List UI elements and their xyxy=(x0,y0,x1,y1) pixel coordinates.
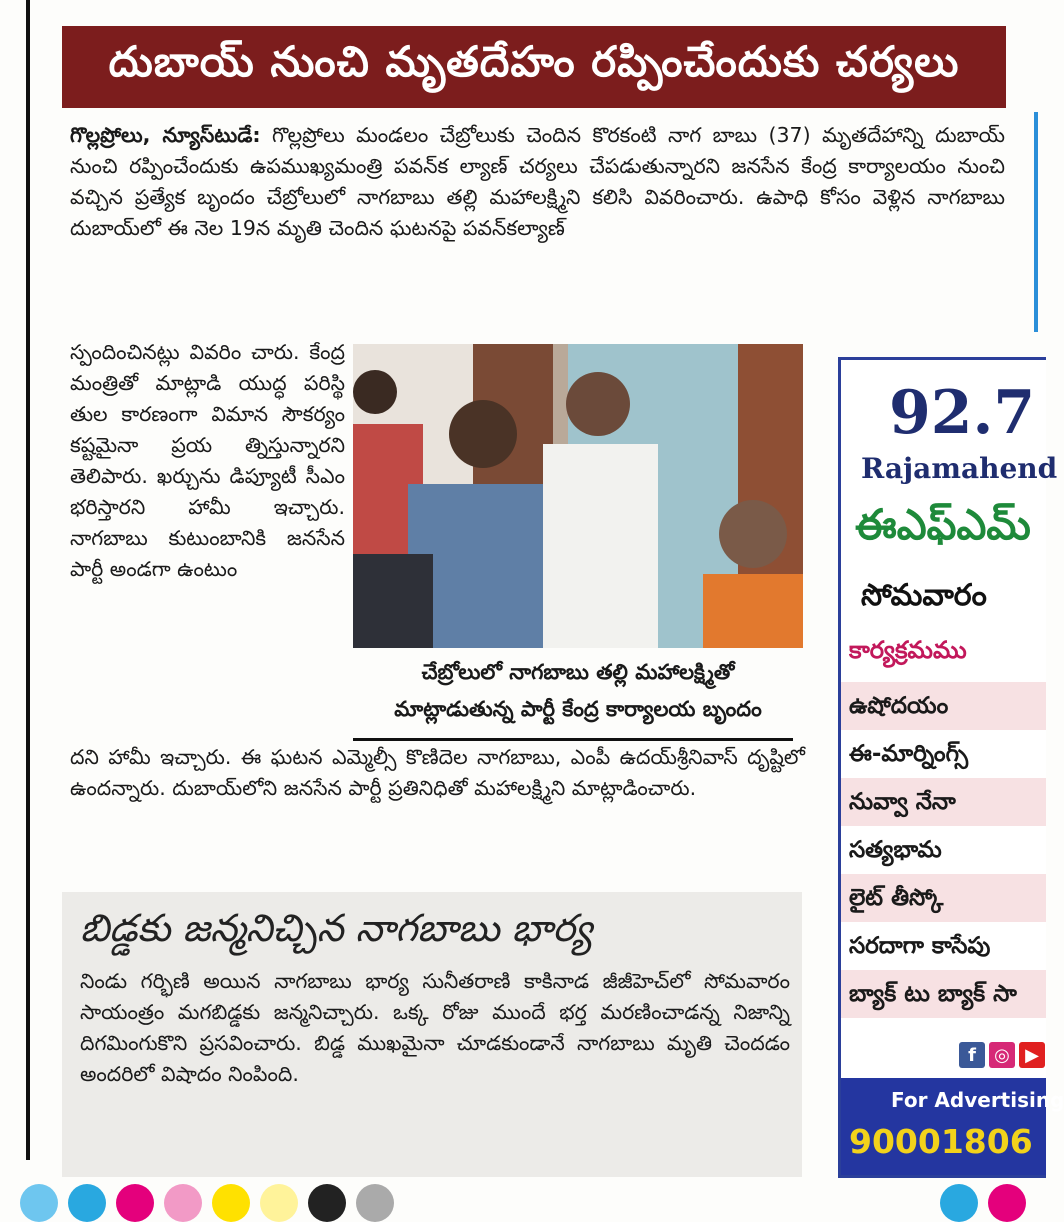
registration-dot xyxy=(20,1184,58,1222)
ad-program-item: సత్యభామ xyxy=(849,837,942,863)
registration-dot xyxy=(164,1184,202,1222)
registration-dot xyxy=(940,1184,978,1222)
article-text-top: గొల్లప్రోలు మండలం చేబ్రోలుకు చెందిన కొరకంటి నాగ బాబు (37) మృతదేహాన్ని దుబాయ్ నుంచి రప్పించేందుకు ఉపముఖ్యమంత్రి పవన్‌క ల్యాణ్ చర్యలు చేపడుతున్నారని జనసేన కేంద్ర కార్యాలయం నుంచి వచ్చిన ప్రత్యేక బృందం చేబ్రోలులో నాగబాబు తల్లి మహాలక్ష్మిని కలిసి వివరించారు. ఉపాధి కోసం వెళ్లిన నాగబాబు దుబాయ్‌లో ఈ నెల 19న మృతి చెందిన ఘటనపై పవన్‌కల్యాణ్ xyxy=(70,123,1005,240)
article-para-left: స్పందించినట్లు వివరిం చారు. కేంద్ర మంత్రితో మాట్లాడి యుద్ధ పరిస్థి తుల కారణంగా విమాన సౌకర్యం కష్టమైనా ప్రయ త్నిస్తున్నారని తెలిపారు. ఖర్చును డిప్యూటీ సీఎం భరిస్తారని హామీ ఇచ్చారు. నాగబాబు కుటుంబానికి జనసేన పార్టీ అండగా ఉంటుం xyxy=(70,340,345,581)
ad-phone: 90001806 xyxy=(849,1122,1033,1161)
registration-dot xyxy=(260,1184,298,1222)
ad-social-icons xyxy=(959,1042,1045,1068)
sidebar-story-body: నిండు గర్భిణి అయిన నాగబాబు భార్య సునీతరాణి కాకినాడ జీజీహెచ్‌లో సోమవారం సాయంత్రం మగబిడ్డకు జన్మనిచ్చారు. ఒక్క రోజు ముందే భర్త మరణించాడన్న నిజాన్ని దిగమింగుకొని ప్రసవించారు. బిడ్డ ముఖమైనా చూడకుండానే నాగబాబు మృతి చెందడం అందరిలో విషాదం నింపింది. xyxy=(80,969,790,1086)
registration-dot xyxy=(356,1184,394,1222)
registration-dot xyxy=(308,1184,346,1222)
photo-caption-line-2: మాట్లాడుతున్న పార్టీ కేంద్ర కార్యాలయ బృందం xyxy=(394,697,762,721)
caption-underline xyxy=(353,738,793,741)
photo-caption-line-1: చేబ్రోలులో నాగబాబు తల్లి మహాలక్ష్మితో xyxy=(421,660,735,684)
registration-dot xyxy=(68,1184,106,1222)
ad-contact-band xyxy=(841,1078,1064,1175)
sidebar-story-box xyxy=(62,892,802,1177)
ad-station: ఈఎఫ్ఎమ్ xyxy=(855,500,1031,549)
page-border xyxy=(8,0,30,1160)
radio-advert xyxy=(838,357,1064,1178)
ad-city: Rajamahend xyxy=(861,452,1058,485)
youtube-icon: ▶ xyxy=(1019,1042,1045,1068)
adjacent-article-edge xyxy=(1034,112,1047,332)
ad-program-item: నువ్వా నేనా xyxy=(841,778,1046,826)
ad-advertising-label: For Advertising xyxy=(891,1088,1064,1112)
ad-program-item: బ్యాక్ టు బ్యాక్ సా xyxy=(841,970,1046,1018)
registration-dot xyxy=(988,1184,1026,1222)
dateline: గొల్లప్రోలు, న్యూస్‌టుడే: xyxy=(70,123,261,147)
news-photo xyxy=(353,344,803,648)
headline-banner xyxy=(62,26,1006,108)
ad-day: సోమవారం xyxy=(861,578,987,613)
article-para-top xyxy=(70,120,1005,244)
ad-program-item: సరదాగా కాసేపు xyxy=(849,933,991,959)
headline: దుబాయ్ నుంచి మృతదేహం రప్పించేందుకు చర్యలు xyxy=(108,37,960,86)
ad-programs-title: కార్యక్రమము xyxy=(849,636,967,664)
sidebar-story-heading: బిడ్డకు జన్మనిచ్చిన నాగబాబు భార్య xyxy=(80,906,593,950)
facebook-icon: f xyxy=(959,1042,985,1068)
ad-frequency: 92.7 xyxy=(889,378,1036,448)
article-para-bottom: దని హామీ ఇచ్చారు. ఈ ఘటన ఎమ్మెల్సీ కొణిదెల నాగబాబు, ఎంపీ ఉదయ్‌శ్రీనివాస్ దృష్టిలో ఉందన్నారు. దుబాయ్‌లోని జనసేన పార్టీ ప్రతినిధితో మహాలక్ష్మిని మాట్లాడించారు. xyxy=(70,745,805,800)
print-registration-dots xyxy=(0,1180,1043,1200)
photo-caption xyxy=(353,654,803,732)
ad-program-item: లైట్ తీస్కో xyxy=(841,874,1046,922)
registration-dot xyxy=(212,1184,250,1222)
registration-dot xyxy=(116,1184,154,1222)
photo-illustration xyxy=(353,344,803,648)
ad-program-item: ఉషోదయం xyxy=(841,682,1046,730)
ad-program-item: ఈ-మార్నింగ్స్ xyxy=(849,741,969,767)
instagram-icon: ◎ xyxy=(989,1042,1015,1068)
